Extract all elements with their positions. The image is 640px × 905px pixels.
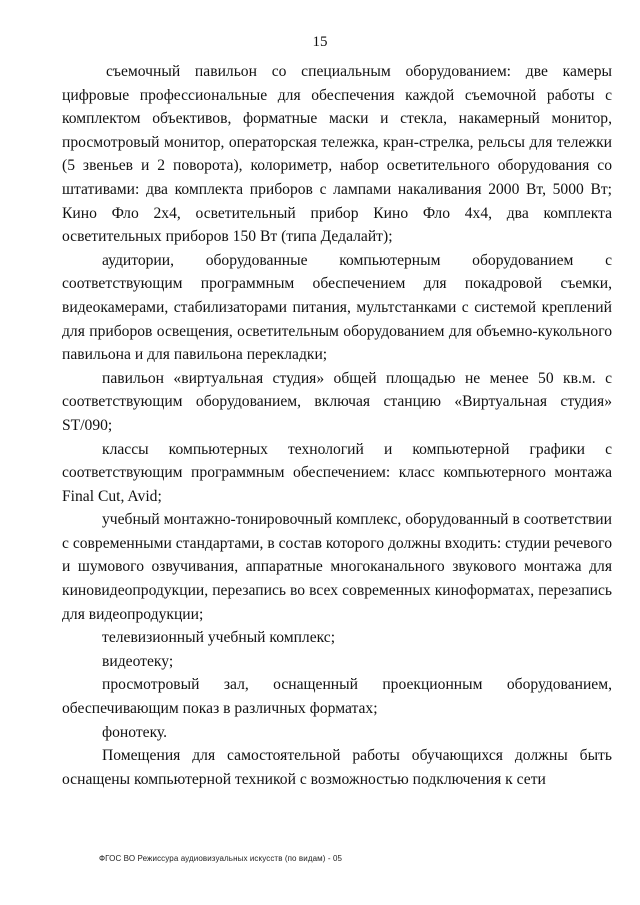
- paragraph-self-study-rooms: Помещения для самостоятельной работы обучающихся должны быть оснащены компьютерной техникой с возможностью подключения к сети: [62, 747, 612, 788]
- document-body: [62, 60, 612, 791]
- paragraph-tv-complex: телевизионный учебный комплекс;: [102, 629, 336, 647]
- page-footer: ФГОС ВО Режиссура аудиовизуальных искусств (по видам) - 05: [99, 854, 343, 863]
- paragraph-video-library: видеотеку;: [102, 652, 174, 670]
- paragraph-computer-classrooms: аудитории, оборудованные компьютерным оборудованием с соответствующим программным обеспечением для покадровой съемки, видеокамерами, стабилизаторами питания, мультстанками с системой креплений для приборов освещения, осветительным оборудованием для объемно-кукольного павильона и для павильона перекладки;: [62, 251, 612, 364]
- paragraph-shooting-pavilion: съемочный павильон со специальным оборудованием: две камеры цифровые профессиональные для обеспечения каждой съемочной работы с комплектом объективов, форматные маски и стекла, накамерный монитор, просмотровый монитор, операторская тележка, кран-стрелка, рельсы для тележки (5 звеньев и 2 поворота), колориметр, набор осветительного оборудования со штативами: два комплекта приборов с лампами накаливания 2000 Вт, 5000 Вт; Кино Фло 2х4, осветительный прибор Кино Фло 4х4, два комплекта осветительных приборов 150 Вт (типа Дедалайт);: [62, 63, 612, 246]
- paragraph-screening-hall: просмотровый зал, оснащенный проекционным оборудованием, обеспечивающим показ в различных форматах;: [62, 676, 612, 718]
- page-number: 15: [312, 34, 328, 50]
- paragraph-computer-graphics-classes: классы компьютерных технологий и компьютерной графики с соответствующим программным обеспечением: класс компьютерного монтажа Final Cut, Avid;: [62, 440, 612, 505]
- paragraph-audio-library: фонотеку.: [102, 723, 168, 741]
- paragraph-virtual-studio: павильон «виртуальная студия» общей площадью не менее 50 кв.м. с соответствующим оборудованием, включая станцию «Виртуальная студия» ST/090;: [62, 369, 612, 434]
- paragraph-sound-complex: учебный монтажно-тонировочный комплекс, оборудованный в соответствии с современными стандартами, в состав которого должны входить: студии речевого и шумового озвучивания, аппаратные многоканального звукового монтажа для киновидеопродукции, перезапись во всех современных киноформатах, перезапись для видеопродукции;: [62, 511, 612, 623]
